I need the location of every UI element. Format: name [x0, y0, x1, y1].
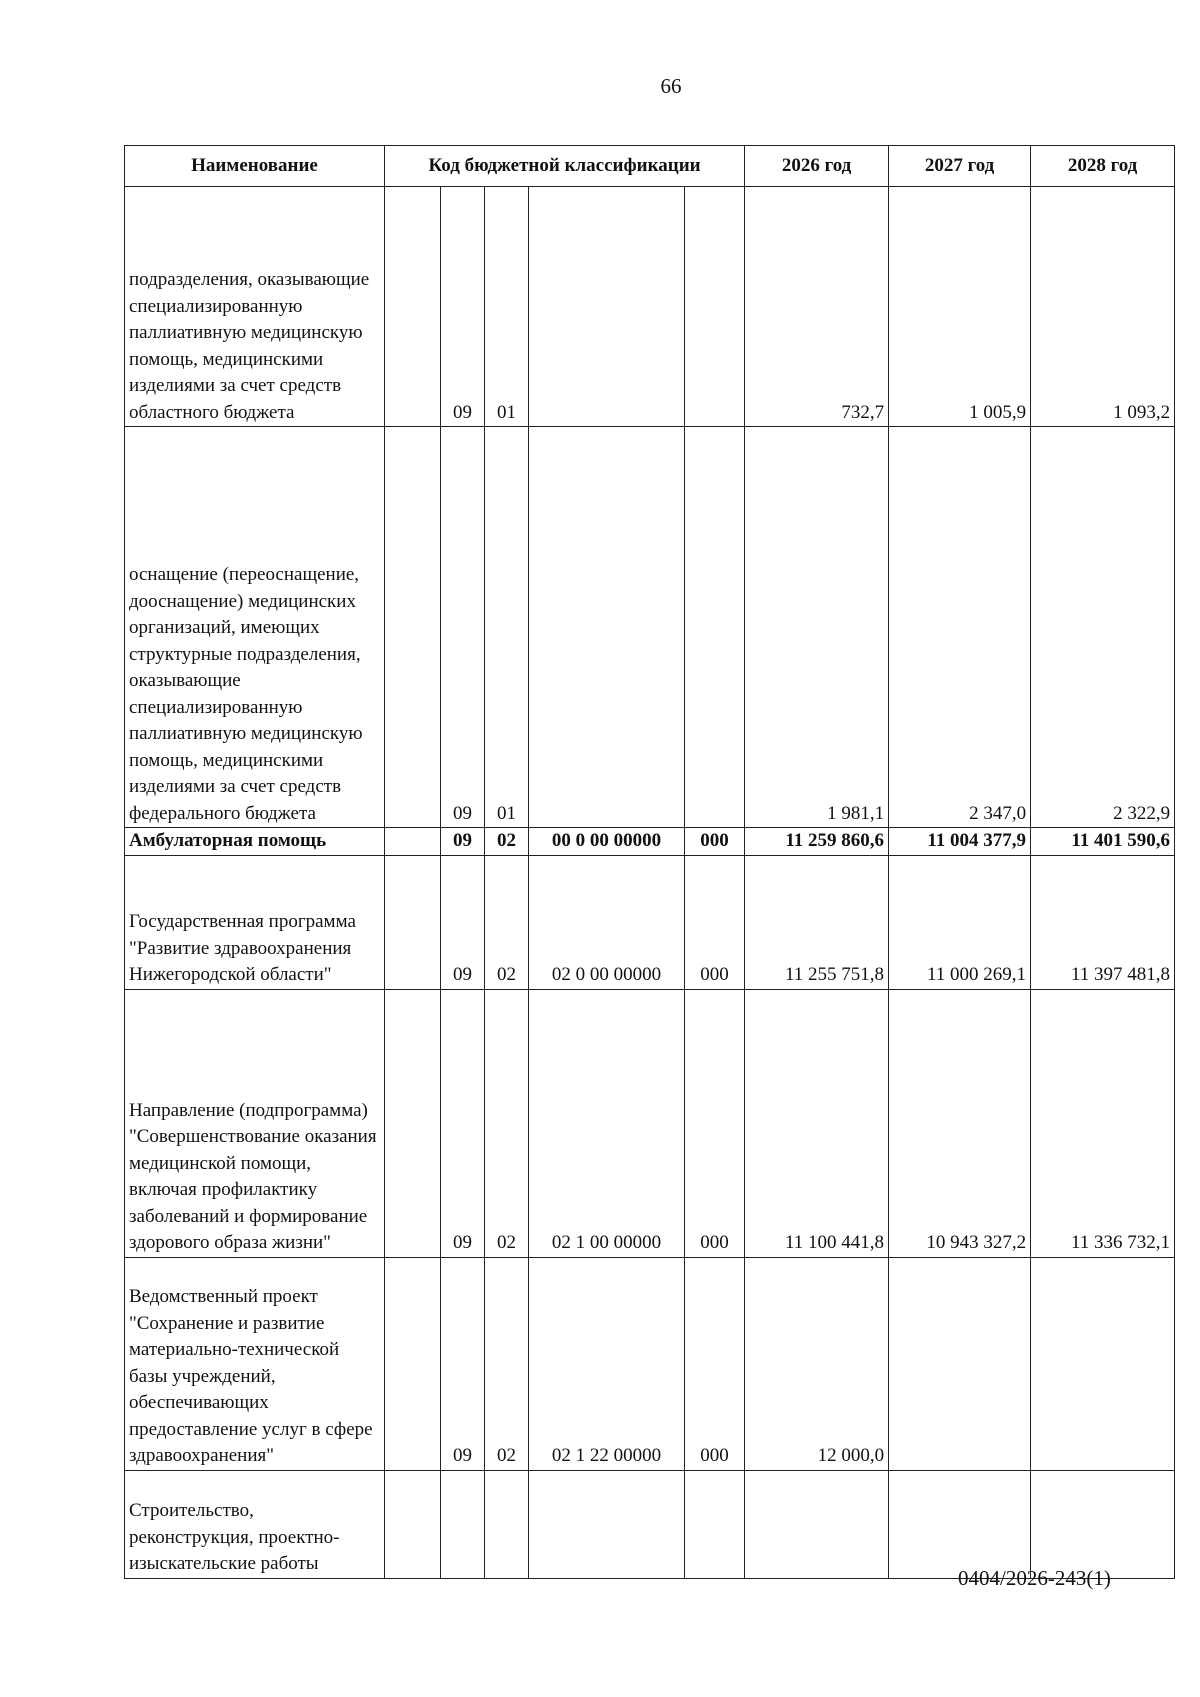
code-expense-type: 000 — [685, 1257, 745, 1470]
value-2028 — [1031, 1257, 1175, 1470]
value-2027: 2 347,0 — [889, 427, 1031, 828]
code-part-1 — [385, 1470, 441, 1578]
code-expense-type — [685, 187, 745, 427]
row-name: оснащение (переоснащение, дооснащение) медицинских организаций, имеющих структурные подразделения, оказывающие специализированную паллиативную медицинскую помощь, медицинскими изделиями за счет средств федерального бюджета — [125, 427, 385, 828]
value-2027 — [889, 1470, 1031, 1578]
code-subsection: 02 — [485, 1257, 529, 1470]
header-year-2027: 2027 год — [889, 146, 1031, 187]
code-part-1 — [385, 855, 441, 989]
code-part-1 — [385, 989, 441, 1257]
code-expense-type — [685, 427, 745, 828]
table-header-row — [125, 146, 1175, 187]
value-2026: 11 255 751,8 — [745, 855, 889, 989]
value-2026: 11 100 441,8 — [745, 989, 889, 1257]
code-section: 09 — [441, 989, 485, 1257]
value-2026: 732,7 — [745, 187, 889, 427]
header-year-2026: 2026 год — [745, 146, 889, 187]
row-name: Государственная программа "Развитие здравоохранения Нижегородской области" — [125, 855, 385, 989]
code-target-article — [529, 427, 685, 828]
value-2028: 11 397 481,8 — [1031, 855, 1175, 989]
row-name: Ведомственный проект "Сохранение и развитие материально-технической базы учреждений, обеспечивающих предоставление услуг в сфере здравоохранения" — [125, 1257, 385, 1470]
header-name: Наименование — [125, 146, 385, 187]
code-target-article: 02 1 22 00000 — [529, 1257, 685, 1470]
code-target-article: 00 0 00 00000 — [529, 828, 685, 856]
value-2028: 11 336 732,1 — [1031, 989, 1175, 1257]
code-expense-type — [685, 1470, 745, 1578]
code-target-article — [529, 1470, 685, 1578]
code-expense-type: 000 — [685, 828, 745, 856]
row-name: подразделения, оказывающие специализированную паллиативную медицинскую помощь, медицинскими изделиями за счет средств областного бюджета — [125, 187, 385, 427]
code-section: 09 — [441, 828, 485, 856]
value-2026 — [745, 1470, 889, 1578]
code-part-1 — [385, 187, 441, 427]
value-2027: 10 943 327,2 — [889, 989, 1031, 1257]
value-2028: 2 322,9 — [1031, 427, 1175, 828]
code-subsection: 01 — [485, 427, 529, 828]
header-code: Код бюджетной классификации — [385, 146, 745, 187]
value-2028: 1 093,2 — [1031, 187, 1175, 427]
code-expense-type: 000 — [685, 855, 745, 989]
code-part-1 — [385, 427, 441, 828]
code-subsection: 02 — [485, 855, 529, 989]
value-2027: 11 004 377,9 — [889, 828, 1031, 856]
table-row — [125, 187, 1175, 427]
row-name: Амбулаторная помощь — [125, 828, 385, 856]
value-2026: 11 259 860,6 — [745, 828, 889, 856]
value-2027 — [889, 1257, 1031, 1470]
code-subsection: 02 — [485, 989, 529, 1257]
code-target-article: 02 1 00 00000 — [529, 989, 685, 1257]
table-row — [125, 855, 1175, 989]
code-subsection — [485, 1470, 529, 1578]
code-target-article: 02 0 00 00000 — [529, 855, 685, 989]
table-row — [125, 1470, 1175, 1578]
budget-table — [124, 145, 1175, 1579]
value-2027: 11 000 269,1 — [889, 855, 1031, 989]
value-2028: 11 401 590,6 — [1031, 828, 1175, 856]
value-2027: 1 005,9 — [889, 187, 1031, 427]
code-section: 09 — [441, 187, 485, 427]
code-expense-type: 000 — [685, 989, 745, 1257]
code-section: 09 — [441, 855, 485, 989]
code-part-1 — [385, 828, 441, 856]
code-section: 09 — [441, 427, 485, 828]
table-row — [125, 1257, 1175, 1470]
table-row — [125, 989, 1175, 1257]
value-2026: 12 000,0 — [745, 1257, 889, 1470]
document-code: 0404/2026-243(1) — [958, 1566, 1111, 1590]
value-2028 — [1031, 1470, 1175, 1578]
table-row — [125, 427, 1175, 828]
row-name: Направление (подпрограмма) "Совершенствование оказания медицинской помощи, включая профилактику заболеваний и формирование здорового образа жизни" — [125, 989, 385, 1257]
value-2026: 1 981,1 — [745, 427, 889, 828]
header-year-2028: 2028 год — [1031, 146, 1175, 187]
code-section: 09 — [441, 1257, 485, 1470]
code-subsection: 01 — [485, 187, 529, 427]
table-row — [125, 828, 1175, 856]
code-part-1 — [385, 1257, 441, 1470]
code-subsection: 02 — [485, 828, 529, 856]
row-name: Строительство, реконструкция, проектно-изыскательские работы — [125, 1470, 385, 1578]
code-section — [441, 1470, 485, 1578]
code-target-article — [529, 187, 685, 427]
page-number: 66 — [660, 74, 682, 98]
